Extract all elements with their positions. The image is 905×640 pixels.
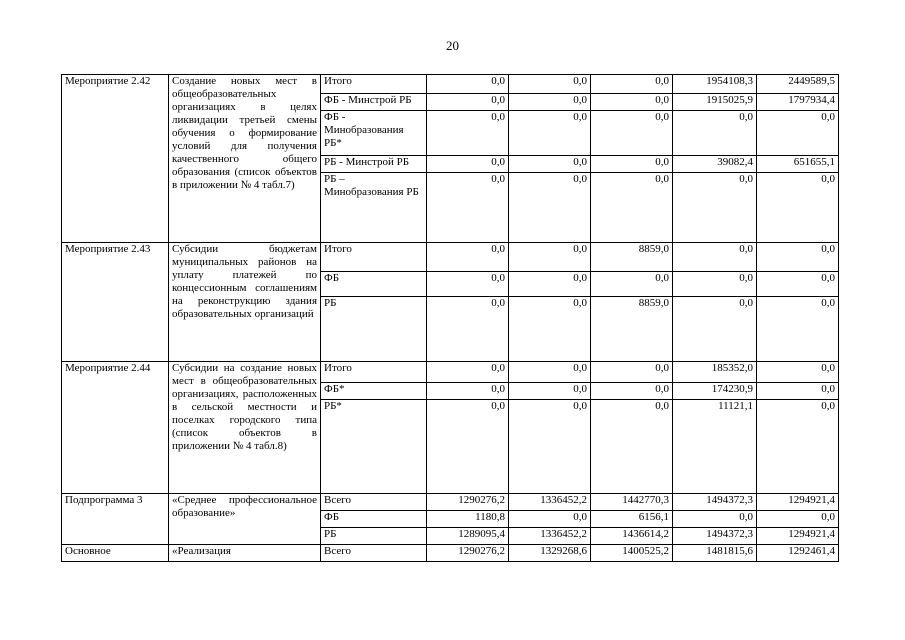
value-cell: 1336452,2: [509, 494, 591, 511]
value-cell: 0,0: [757, 383, 839, 400]
value-cell: 1436614,2: [591, 528, 673, 545]
table-row: [62, 243, 839, 272]
value-cell: 0,0: [757, 511, 839, 528]
value-cell: 0,0: [591, 111, 673, 156]
value-cell: 174230,9: [673, 383, 757, 400]
funding-source: РБ*: [321, 400, 427, 494]
value-cell: 0,0: [509, 75, 591, 94]
value-cell: 1290276,2: [427, 494, 509, 511]
value-cell: 8859,0: [591, 297, 673, 362]
value-cell: 1442770,3: [591, 494, 673, 511]
value-cell: 0,0: [591, 272, 673, 297]
funding-source: ФБ: [321, 511, 427, 528]
value-cell: 1954108,3: [673, 75, 757, 94]
funding-source: Итого: [321, 362, 427, 383]
value-cell: 0,0: [427, 272, 509, 297]
value-cell: 1336452,2: [509, 528, 591, 545]
value-cell: 1494372,3: [673, 528, 757, 545]
value-cell: 651655,1: [757, 156, 839, 173]
table-row: [62, 362, 839, 383]
value-cell: 11121,1: [673, 400, 757, 494]
table-row: [62, 494, 839, 511]
value-cell: 0,0: [509, 400, 591, 494]
value-cell: 0,0: [757, 297, 839, 362]
funding-source: Итого: [321, 243, 427, 272]
event-cell: Мероприятие 2.43: [62, 243, 169, 362]
value-cell: 0,0: [591, 400, 673, 494]
value-cell: 0,0: [509, 272, 591, 297]
value-cell: 0,0: [427, 173, 509, 243]
value-cell: 1290276,2: [427, 545, 509, 562]
event-cell: Мероприятие 2.42: [62, 75, 169, 243]
value-cell: 8859,0: [591, 243, 673, 272]
value-cell: 0,0: [427, 383, 509, 400]
value-cell: 0,0: [591, 383, 673, 400]
value-cell: 0,0: [427, 297, 509, 362]
value-cell: 1294921,4: [757, 528, 839, 545]
funding-source: РБ – Минобразования РБ: [321, 173, 427, 243]
event-description: «Реализация: [169, 545, 321, 562]
event-description: «Среднее профессиональное образование»: [169, 494, 321, 545]
value-cell: 0,0: [673, 272, 757, 297]
event-cell: Мероприятие 2.44: [62, 362, 169, 494]
value-cell: 0,0: [427, 111, 509, 156]
value-cell: 1797934,4: [757, 94, 839, 111]
value-cell: 1329268,6: [509, 545, 591, 562]
page-number: 20: [446, 38, 459, 53]
value-cell: 1400525,2: [591, 545, 673, 562]
value-cell: 1289095,4: [427, 528, 509, 545]
value-cell: 0,0: [673, 111, 757, 156]
value-cell: 1915025,9: [673, 94, 757, 111]
value-cell: 0,0: [673, 173, 757, 243]
value-cell: 1294921,4: [757, 494, 839, 511]
budget-table: [61, 74, 839, 562]
value-cell: 0,0: [427, 94, 509, 111]
funding-source: РБ: [321, 297, 427, 362]
value-cell: 0,0: [591, 362, 673, 383]
event-description: Субсидии бюджетам муниципальных районов на уплату платежей по концессионным соглашениям на реконструкцию здания образовательных организаций: [169, 243, 321, 362]
value-cell: 0,0: [509, 173, 591, 243]
value-cell: 0,0: [591, 94, 673, 111]
funding-source: ФБ - Минстрой РБ: [321, 94, 427, 111]
value-cell: 0,0: [427, 400, 509, 494]
event-description: Субсидии на создание новых мест в общеобразовательных организациях, расположенных в сельской местности и поселках городского типа (список объектов в приложении № 4 табл.8): [169, 362, 321, 494]
value-cell: 0,0: [673, 297, 757, 362]
funding-source: РБ: [321, 528, 427, 545]
value-cell: 0,0: [509, 297, 591, 362]
funding-source: РБ - Минстрой РБ: [321, 156, 427, 173]
funding-source: Всего: [321, 545, 427, 562]
value-cell: 1494372,3: [673, 494, 757, 511]
funding-source: Всего: [321, 494, 427, 511]
value-cell: 0,0: [427, 156, 509, 173]
value-cell: 39082,4: [673, 156, 757, 173]
value-cell: 0,0: [591, 173, 673, 243]
value-cell: 1180,8: [427, 511, 509, 528]
value-cell: 0,0: [673, 511, 757, 528]
value-cell: 0,0: [757, 272, 839, 297]
funding-source: Итого: [321, 75, 427, 94]
value-cell: 0,0: [427, 243, 509, 272]
value-cell: 0,0: [757, 243, 839, 272]
funding-source: ФБ*: [321, 383, 427, 400]
value-cell: 0,0: [509, 94, 591, 111]
funding-source: ФБ: [321, 272, 427, 297]
value-cell: 0,0: [757, 400, 839, 494]
event-description: Создание новых мест в общеобразовательных организациях в целях ликвидации третьей смены обучения о формирование условий для получения качественного общего образования (список объектов в приложении № 4 табл.7): [169, 75, 321, 243]
value-cell: 0,0: [509, 156, 591, 173]
event-cell: Основное: [62, 545, 169, 562]
value-cell: 0,0: [509, 383, 591, 400]
value-cell: 0,0: [509, 511, 591, 528]
table-row: [62, 545, 839, 562]
value-cell: 2449589,5: [757, 75, 839, 94]
value-cell: 0,0: [509, 111, 591, 156]
funding-source: ФБ - Минобразования РБ*: [321, 111, 427, 156]
value-cell: 1481815,6: [673, 545, 757, 562]
value-cell: 0,0: [591, 75, 673, 94]
value-cell: 6156,1: [591, 511, 673, 528]
value-cell: 0,0: [509, 362, 591, 383]
value-cell: 0,0: [757, 173, 839, 243]
value-cell: 0,0: [509, 243, 591, 272]
value-cell: 1292461,4: [757, 545, 839, 562]
value-cell: 185352,0: [673, 362, 757, 383]
value-cell: 0,0: [757, 111, 839, 156]
value-cell: 0,0: [591, 156, 673, 173]
table-row: [62, 75, 839, 94]
event-cell: Подпрограмма 3: [62, 494, 169, 545]
value-cell: 0,0: [673, 243, 757, 272]
value-cell: 0,0: [427, 362, 509, 383]
value-cell: 0,0: [757, 362, 839, 383]
value-cell: 0,0: [427, 75, 509, 94]
